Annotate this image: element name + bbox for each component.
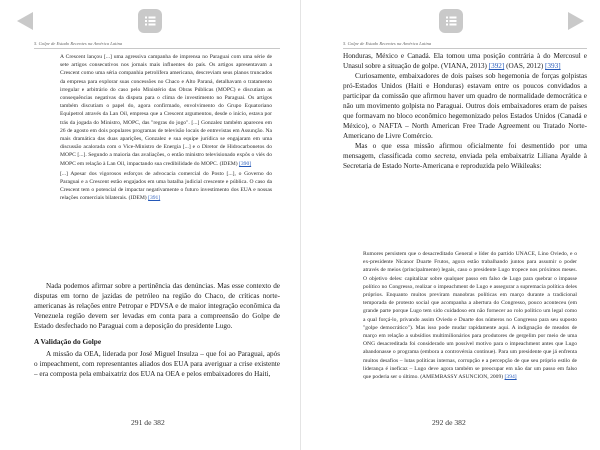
paragraph-text: , enviada pela embaixatriz Liliana Ayalde à Secretaria de Estado Norte-Americana e reproduzida pelo Wikileaks: xyxy=(343,152,587,170)
quote-text: [...] Apesar dos vigorosos esforços de advocacia comercial do Posto [...], o Governo do Paraguai e a Crescent estão engajados em uma batalha judicial crescente e pública. O caso da Crescent tem o potencial de impactar negativamente o futuro investimento dos EUA e nossas relações comerciais bilaterais. xyxy=(60,170,272,202)
next-page-button[interactable] xyxy=(565,10,587,32)
triangle-right-icon xyxy=(565,10,587,32)
paragraph: Curiosamente, embaixadores de dois países sob hegemonia de forças golpistas pró-Estados Unidos (Haiti e Honduras) estavam entre os poucos convidados a participar da comissão que afirmou haver um quadro de normalidade democrática e não um movimento golpista no Paraguai. Outros dois embaixadores eram de países que formavam no bloco econômico hegemonizado pelos Estados Unidos (Canadá e México), o NAFTA – North American Free Trade Agreement ou Tratado Norte-Americano de Livre Comércio. xyxy=(343,72,587,140)
paragraph-text: Honduras, México e Canadá. Ela tomou uma posição contrária à do Mercosul e Unasul sobre a situação de golpe. (VIANA, 2013) xyxy=(343,52,587,70)
menu-button[interactable] xyxy=(439,9,463,33)
running-head: 5. Golpe de Estado Recentes na América Latina xyxy=(34,41,123,46)
citation: (OAS, 2012) xyxy=(506,62,544,70)
quote-citation: (IDEM) xyxy=(219,160,238,167)
block-quote xyxy=(60,53,272,275)
quote-text: A Crescent lançou [...] uma agressiva campanha de imprensa no Paraguai com uma série de sete artigos consecutivos nos jornais mais influentes do país. Os artigos apresentavam a Crescent como uma séria companhia petrolífera americana, descreviam seus planos truncados da empresa para explorar suas concessões no Chaco e Alto Paraná, detalhavam o tratamento irregular e arbitrário do caso pelo Ministério das Obras Públicas (MOPC) e discutiam as consequências negativas da disputa para o clima de investimento no Paraguai. Os artigos também discutiam o papel do, agora confirmado, envolvimento do Grupo Equatoriano Equipetrol através da Lan Oil, empresa que a Crescent argumentou, desde o início, estava por trás da jogada do Ministro, MOPC, das "regras do jogo". [...] Gonzalez também apareceu em 26 de agosto em dois populares programas de televisão locais de entrevistas em Assunção. Na mais dramática das duas aparições, Gonzalez e sua equipe jurídica se engajaram em uma discussão acalorada com o Vice-Ministro de Energia [...] e o Diretor de Hidrocarbonetos do MOPC [...]. Segundo a maioria das avaliações, o então ministro televisionado expôs o viés do MOPC em relação à Lan Oil, impactando sua credibilidade do MOPC. xyxy=(60,54,272,167)
page-number: 292 de 382 xyxy=(432,418,466,427)
header-rule xyxy=(34,48,280,49)
paragraph: A missão da OEA, liderada por José Miguel Insulza – que foi ao Paraguai, após o impeachment, com representantes aliados dos EUA para averiguar a crise existente – era composta pela embaixatriz dos EUA na OEA e pelos embaixadores do Haiti, xyxy=(34,350,280,378)
triangle-left-icon xyxy=(14,10,36,32)
footnote-link[interactable]: [394] xyxy=(504,374,517,381)
footnote-link[interactable]: [393] xyxy=(545,62,561,70)
paragraph-text: Mas o que essa missão afirmou oficialmente foi desmentido por uma mensagem, classificada como xyxy=(343,142,587,160)
list-menu-icon xyxy=(138,9,162,33)
right-page xyxy=(300,0,600,450)
running-head: 5. Golpe de Estado Recentes na América Latina xyxy=(343,41,432,46)
footnote-link[interactable]: [392] xyxy=(488,62,505,70)
footnote-link[interactable]: [391] xyxy=(148,195,161,202)
header-rule xyxy=(343,48,587,49)
page-number: 291 de 382 xyxy=(131,418,165,427)
quote-citation: (IDEM) xyxy=(128,195,147,202)
body-text xyxy=(343,51,587,247)
quote-citation: (AMEMBASSY ASUNCION, 2009) xyxy=(420,374,504,381)
footnote-link[interactable]: [390] xyxy=(239,160,252,167)
quote-text: Rumores persistem que o desacreditado General e líder do partido UNACE, Lino Oviedo, e o ex-presidente Nicanor Duarte Frutos, agora estão trabalhando juntos para assumir o poder através de meios (principalmente) legais, caso o presidente Lugo tropece nos próximos meses. O objetivo deles: capitalizar sobre qualquer passo em falso de Lugo para quebrar o impasse político no Congresso, realizar o impeachment de Lugo e assegurar a supremacia política deles próprios. Enquanto muitos previram manobras políticas em março durante a tradicional temporada de protesto social que acompanha a abertura do Congresso, pouco aconteceu (em grande parte porque Lugo tem sido cuidadoso em não fornecer ao rolo político um legal como a qual forçá-lo, privando assim Oviedo e Duarte dos números no Congresso para seu suposto "golpe democrático"). Mas isso pode mudar rapidamente aqui. A indignação de meados de março em relação a subsídios multimilionários para produtores de gergelim por meio de uma ONG desacreditada foi considerado um possível motivo para o impeachment antes que Lugo abandonasse o programa (embora a controvérsia continue). Para um presidente que já enfrenta muitos desafios – lutas políticas internas, corrupção e a percepção de que seu próprio estilo de liderança é ineficaz – Lugo deve agora também se preocupar em não dar um passo em falso que poderia ser o último. xyxy=(363,251,577,381)
list-menu-icon xyxy=(439,9,463,33)
body-text xyxy=(34,281,280,415)
paragraph xyxy=(343,51,587,71)
paragraph xyxy=(343,141,587,171)
block-quote xyxy=(363,250,577,414)
previous-page-button[interactable] xyxy=(14,10,36,32)
menu-button[interactable] xyxy=(138,9,162,33)
section-heading: A Validação do Golpe xyxy=(34,337,102,346)
emphasis: secreta xyxy=(434,152,455,160)
paragraph: Nada podemos afirmar sobre a pertinência das denúncias. Mas esse contexto de disputas em torno de jazidas de petróleo na região do Chaco, de críticas norte-americanas às relações entre Petropar e PDVSA e de maior integração econômica da Venezuela região devem ser levadas em conta para a compreensão do Golpe de Estado desfechado no Paraguai com a deposição do presidente Lugo. xyxy=(34,282,280,330)
